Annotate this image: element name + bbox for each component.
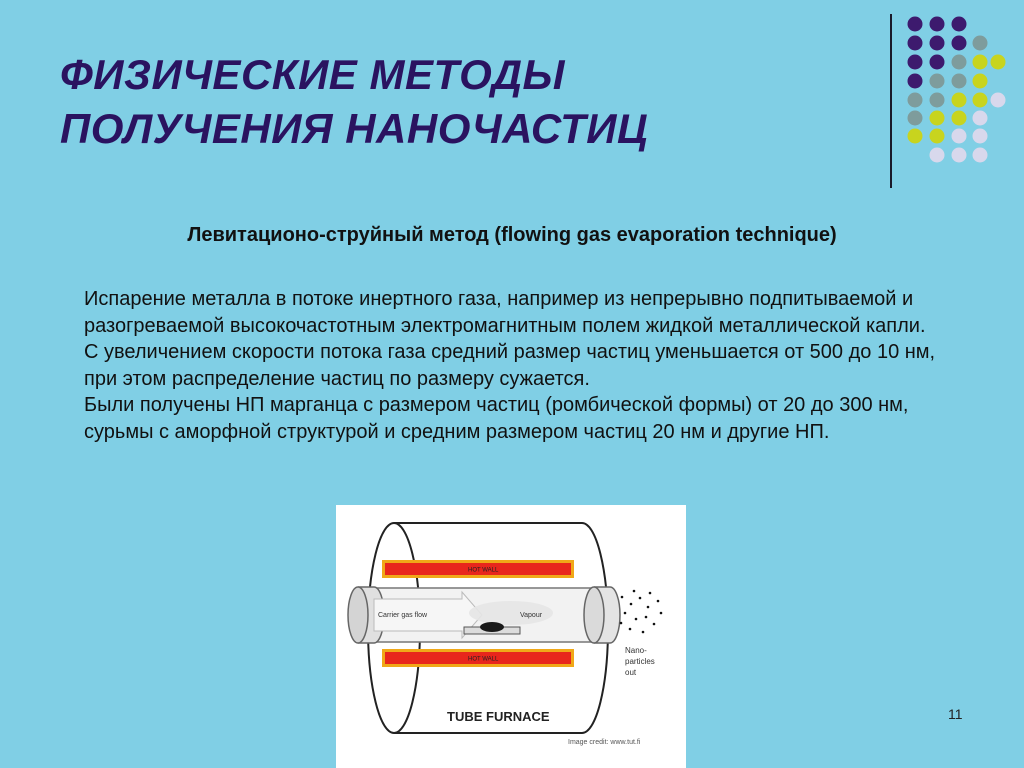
title-line-1: ФИЗИЧЕСКИЕ МЕТОДЫ	[60, 51, 566, 98]
nanoparticles	[620, 590, 663, 634]
metal-droplet	[480, 622, 504, 632]
image-credit: Image credit: www.tut.fi	[568, 739, 641, 746]
decorative-dot-grid	[0, 0, 1024, 200]
vapour-label: Vapour	[520, 612, 543, 619]
gas-inlet	[348, 587, 368, 643]
body-paragraph-2: Были получены НП марганца с размером частиц (ромбической формы) от 20 до 300 нм, сурьмы с аморфной структурой и средним размером частиц 20 нм и другие НП.	[84, 394, 909, 443]
title-line-2: ПОЛУЧЕНИЯ НАНОЧАСТИЦ	[60, 105, 649, 152]
figure-caption: TUBE FURNACE	[447, 709, 550, 724]
method-subtitle: Левитационо-струйный метод (flowing gas evaporation technique)	[187, 224, 837, 246]
body-text	[84, 286, 944, 445]
nanoparticles-out-label: Nano- particles out	[625, 646, 655, 677]
hot-wall-top-label: HOT WALL	[468, 567, 499, 574]
body-paragraph-1: Испарение металла в потоке инертного газа, например из непрерывно подпитываемой и разогреваемой высокочастотным электромагнитным полем жидкой металлической капли. С увеличением скорости потока газа средний размер частиц уменьшается от 500 до 10 нм, при этом распределение частиц по размеру сужается.	[84, 288, 936, 390]
carrier-gas-label: Carrier gas flow	[378, 612, 428, 619]
page-number: 11	[948, 706, 963, 722]
hot-wall-bottom-label: HOT WALL	[468, 656, 499, 663]
tube-furnace-figure	[336, 505, 686, 768]
